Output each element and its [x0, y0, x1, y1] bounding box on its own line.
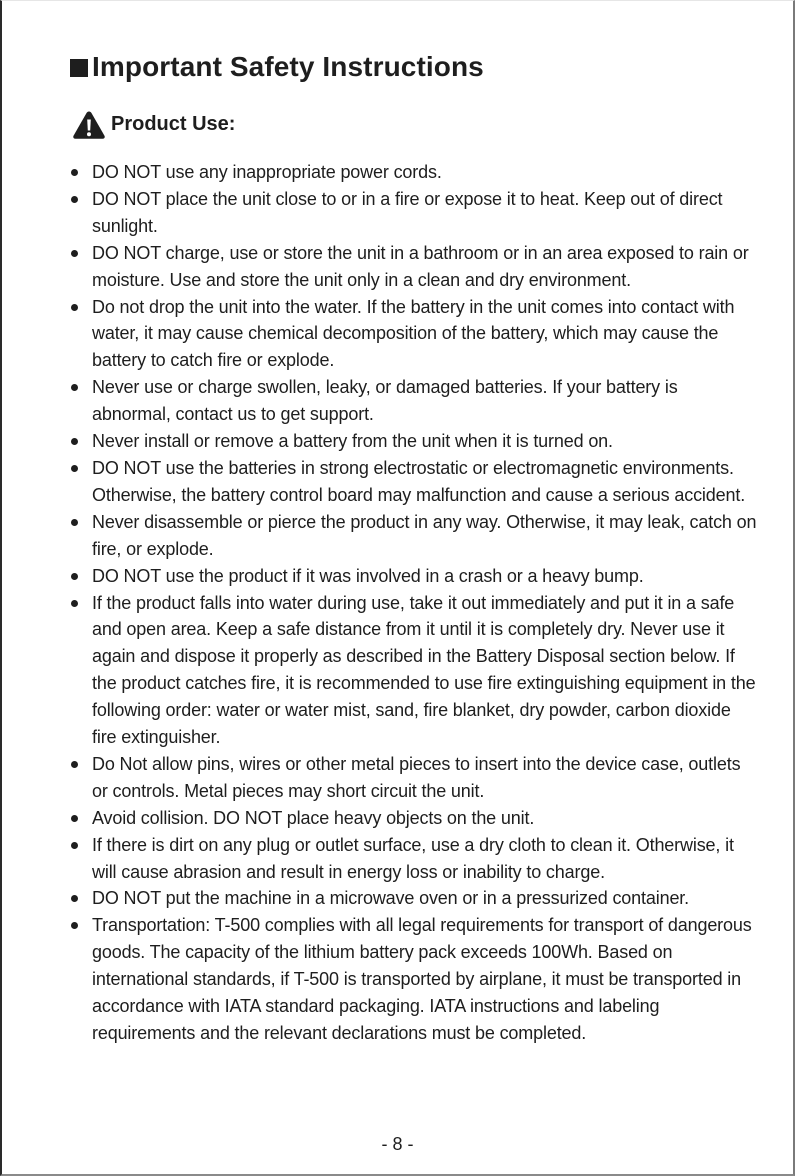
page-title — [70, 51, 484, 83]
list-item: Transportation: T-500 complies with all legal requirements for transport of dangerous goods. The capacity of the lithium battery pack exceeds 100Wh. Based on international standards, if T-500 is transported by airplane, it must be transported in accordance with IATA standard packaging. IATA instructions and labeling requirements and the relevant declarations must be completed. — [68, 912, 758, 1047]
list-item: Never use or charge swollen, leaky, or damaged batteries. If your battery is abnormal, contact us to get support. — [68, 374, 758, 428]
safety-instructions-list — [68, 159, 758, 1047]
bullet-icon — [71, 922, 78, 929]
black-square-icon — [70, 59, 88, 77]
list-item: Do not drop the unit into the water. If the battery in the unit comes into contact with water, it may cause chemical decomposition of the battery, which may cause the battery to catch fire or explode. — [68, 294, 758, 375]
list-item: Avoid collision. DO NOT place heavy objects on the unit. — [68, 805, 758, 832]
list-item: DO NOT use the product if it was involved in a crash or a heavy bump. — [68, 563, 758, 590]
bullet-icon — [71, 761, 78, 768]
section-heading-text: Product Use: — [111, 112, 236, 135]
bullet-icon — [71, 600, 78, 607]
list-item: DO NOT put the machine in a microwave oven or in a pressurized container. — [68, 885, 758, 912]
bullet-icon — [71, 196, 78, 203]
list-item: DO NOT charge, use or store the unit in a bathroom or in an area exposed to rain or moisture. Use and store the unit only in a clean and dry environment. — [68, 240, 758, 294]
bullet-icon — [71, 573, 78, 580]
list-item: DO NOT place the unit close to or in a fire or expose it to heat. Keep out of direct sunlight. — [68, 186, 758, 240]
list-item: Never disassemble or pierce the product in any way. Otherwise, it may leak, catch on fire, or explode. — [68, 509, 758, 563]
page-number: - 8 - — [381, 1134, 414, 1154]
bullet-icon — [71, 815, 78, 822]
bullet-icon — [71, 250, 78, 257]
bullet-icon — [71, 895, 78, 902]
bullet-icon — [71, 465, 78, 472]
warning-triangle-icon — [72, 110, 106, 140]
list-item: Do Not allow pins, wires or other metal pieces to insert into the device case, outlets or controls. Metal pieces may short circuit the unit. — [68, 751, 758, 805]
bullet-icon — [71, 384, 78, 391]
bullet-icon — [71, 438, 78, 445]
list-item: Never install or remove a battery from the unit when it is turned on. — [68, 428, 758, 455]
list-item: DO NOT use any inappropriate power cords. — [68, 159, 758, 186]
bullet-icon — [71, 519, 78, 526]
section-heading — [72, 108, 235, 140]
list-item: If the product falls into water during use, take it out immediately and put it in a safe and open area. Keep a safe distance from it until it is completely dry. Never use it again and dispose it properly as described in the Battery Disposal section below. If the product catches fire, it is recommended to use fire extinguishing equipment in the following order: water or water mist, sand, fire blanket, dry powder, carbon dioxide fire extinguisher. — [68, 590, 758, 751]
bullet-icon — [71, 304, 78, 311]
list-item: DO NOT use the batteries in strong electrostatic or electromagnetic environments. Otherwise, the battery control board may malfunction and cause a serious accident. — [68, 455, 758, 509]
bullet-icon — [71, 169, 78, 176]
list-item: If there is dirt on any plug or outlet surface, use a dry cloth to clean it. Otherwise, it will cause abrasion and result in energy loss or inability to charge. — [68, 832, 758, 886]
page-title-text: Important Safety Instructions — [92, 51, 484, 82]
bullet-icon — [71, 842, 78, 849]
